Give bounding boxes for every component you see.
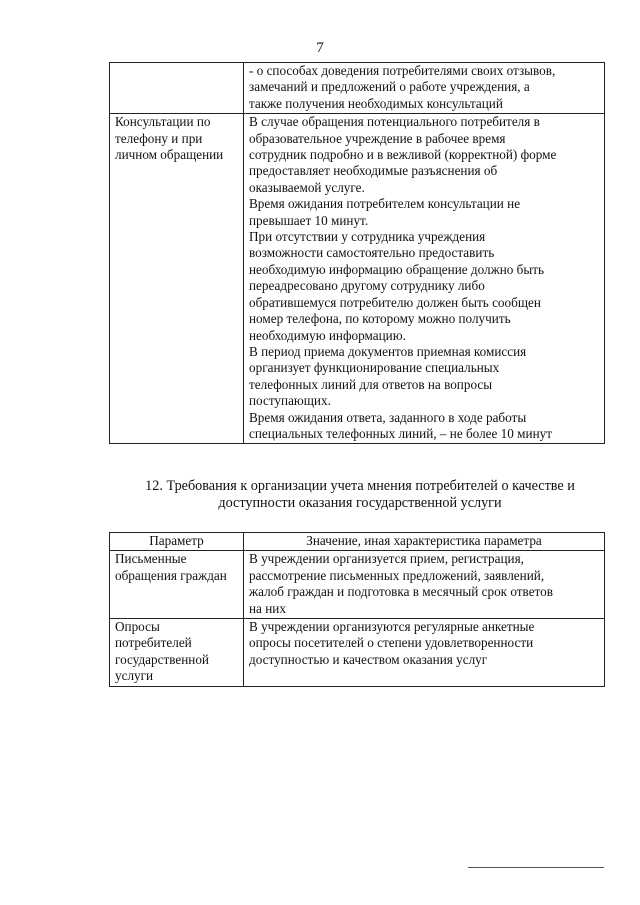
text-line: доступностью и качеством оказания услуг	[249, 651, 488, 667]
text-line: В период приема документов приемная комиссия	[249, 343, 527, 359]
text-line: переадресовано другому сотруднику либо	[249, 278, 485, 294]
page-number: 7	[316, 40, 324, 56]
text-line: сотрудник подробно и в вежливой (корректной) форме	[249, 147, 557, 163]
footer-rule	[468, 867, 604, 868]
text-line: телефону и при	[115, 130, 203, 146]
text-line: личном обращении	[115, 147, 224, 163]
text-line: В учреждении организуются регулярные анкетные	[249, 619, 535, 635]
text-line: - о способах доведения потребителями своих отзывов,	[249, 63, 556, 78]
services-table-continued	[109, 62, 605, 444]
table-row	[110, 63, 605, 114]
table-header-row	[110, 533, 605, 551]
parameter-cell	[110, 619, 244, 687]
text-line: возможности самостоятельно предоставить	[249, 245, 495, 261]
text-line: услуги	[115, 668, 154, 684]
text-line: Опросы	[115, 619, 160, 635]
value-cell	[244, 619, 605, 687]
value-cell	[244, 551, 605, 619]
text-line: необходимую информацию.	[249, 327, 406, 343]
text-line: специальных телефонных линий, – не более 10 минут	[249, 425, 552, 441]
text-line: образовательное учреждение в рабочее время	[249, 130, 506, 146]
parameter-cell	[110, 63, 244, 114]
column-header-parameter: Параметр	[110, 533, 244, 551]
column-header-value: Значение, иная характеристика параметра	[244, 533, 605, 551]
text-line: опросы посетителей о степени удовлетворенности	[249, 635, 534, 651]
text-line: Время ожидания ответа, заданного в ходе работы	[249, 409, 527, 425]
table-row	[110, 114, 605, 444]
text-line: обратившемуся потребителю должен быть сообщен	[249, 294, 541, 310]
text-line: обращения граждан	[115, 567, 227, 583]
heading-line: доступности оказания государственной услуги	[218, 495, 502, 511]
text-line: замечаний и предложений о работе учреждения, а	[249, 79, 530, 95]
text-line: организует функционирование специальных	[249, 360, 500, 376]
text-line: Консультации по	[115, 114, 211, 130]
text-line: В случае обращения потенциального потребителя в	[249, 114, 540, 130]
value-cell	[244, 63, 605, 114]
parameter-cell	[110, 551, 244, 619]
text-line: также получения необходимых консультаций	[249, 95, 503, 111]
table-row	[110, 551, 605, 619]
text-line: поступающих.	[249, 393, 331, 409]
table-row	[110, 619, 605, 687]
feedback-table	[109, 532, 605, 687]
text-line: потребителей	[115, 635, 192, 651]
text-line: В учреждении организуется прием, регистрация,	[249, 551, 524, 567]
text-line: оказываемой услуге.	[249, 179, 365, 195]
text-line: Время ожидания потребителем консультации не	[249, 196, 521, 212]
text-line: рассмотрение письменных предложений, заявлений,	[249, 567, 545, 583]
text-line: на них	[249, 600, 286, 616]
text-line: превышает 10 минут.	[249, 212, 369, 228]
heading-line: 12. Требования к организации учета мнения потребителей о качестве и	[145, 478, 575, 494]
text-line: государственной	[115, 651, 209, 667]
parameter-cell	[110, 114, 244, 444]
value-cell	[244, 114, 605, 444]
text-line: предоставляет необходимые разъяснения об	[249, 163, 498, 179]
text-line: Письменные	[115, 551, 187, 567]
text-line: жалоб граждан и подготовка в месячный срок ответов	[249, 584, 553, 600]
text-line: телефонных линий для ответов на вопросы	[249, 376, 493, 392]
text-line: необходимую информацию обращение должно быть	[249, 261, 545, 277]
text-line: При отсутствии у сотрудника учреждения	[249, 229, 486, 245]
section-heading	[100, 478, 620, 512]
text-line: номер телефона, по которому можно получить	[249, 311, 511, 327]
